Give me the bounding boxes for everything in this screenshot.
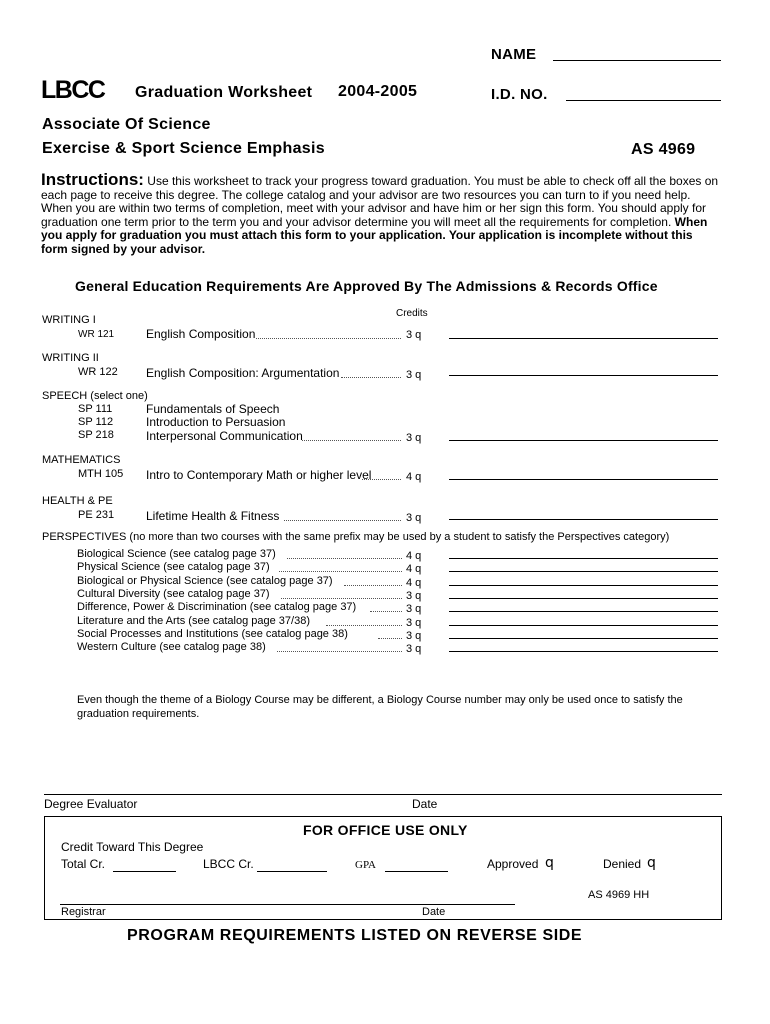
perspective-item-title: Social Processes and Institutions (see catalog page 38) [77, 627, 348, 640]
registrar-label: Registrar [61, 906, 106, 918]
perspective-item-credits[interactable]: 3 q [406, 589, 422, 602]
leader-dots [344, 585, 402, 586]
math-category: MATHEMATICS [42, 454, 121, 466]
academic-year: 2004-2005 [338, 83, 418, 100]
perspective-item-title: Biological or Physical Science (see catalog page 37) [77, 574, 333, 587]
gpa-field[interactable] [385, 871, 448, 872]
school-logo: LBCC [41, 76, 105, 104]
perspective-completion-line[interactable] [449, 638, 718, 639]
speech-code-3: SP 218 [78, 429, 114, 441]
leader-dots [370, 611, 402, 612]
gpa-label: GPA [355, 859, 376, 871]
id-number-label: I.D. NO. [491, 86, 548, 103]
perspective-item-title: Physical Science (see catalog page 37) [77, 561, 270, 574]
perspective-item-title: Cultural Diversity (see catalog page 37) [77, 587, 270, 600]
writing2-course-code: WR 122 [78, 366, 118, 378]
speech-completion-line[interactable] [449, 440, 718, 441]
health-category: HEALTH & PE [42, 495, 113, 507]
writing1-course-code: WR 121 [78, 329, 115, 340]
perspective-item-title: Biological Science (see catalog page 37) [77, 548, 276, 560]
writing2-credits[interactable]: 3 q [406, 369, 422, 381]
instructions-text: Use this worksheet to track your progress toward graduation. You must be able to check off all the boxes on each page to receive this degree. The college catalog and your advisor are two resources you can turn to if you need help. When you are within two terms of completion, meet with your advisor and have him or her sign this form. You should apply for graduation one term prior to the term you and your advisor determine you will meet all the requirements for completion. [41, 174, 719, 229]
perspective-item-credits[interactable]: 3 q [406, 616, 422, 629]
perspective-completion-line[interactable] [449, 651, 718, 652]
leader-dots [284, 520, 401, 521]
math-course-title: Intro to Contemporary Math or higher level [146, 468, 372, 482]
leader-dots [287, 558, 402, 559]
health-course-title: Lifetime Health & Fitness [146, 509, 280, 523]
emphasis-title: Exercise & Sport Science Emphasis [42, 140, 325, 157]
form-code: AS 4969 HH [588, 889, 650, 901]
writing1-category: WRITING I [42, 314, 96, 326]
speech-title-2: Introduction to Persuasion [146, 415, 286, 429]
lbcc-credits-label: LBCC Cr. [203, 857, 254, 871]
leader-dots [281, 598, 402, 599]
perspective-item-credits[interactable]: 4 q [406, 550, 422, 562]
leader-dots [277, 651, 402, 652]
writing1-completion-line[interactable] [449, 338, 718, 339]
perspective-completion-line[interactable] [449, 585, 718, 586]
leader-dots [326, 625, 402, 626]
writing2-category: WRITING II [42, 352, 99, 364]
leader-dots [378, 638, 402, 639]
leader-dots [256, 338, 401, 339]
gen-ed-heading: General Education Requirements Are Approved By The Admissions & Records Office [75, 278, 658, 294]
credit-toward-label: Credit Toward This Degree [61, 840, 204, 854]
name-label: NAME [491, 46, 537, 63]
approved-checkbox[interactable]: q [545, 855, 554, 871]
speech-title-1: Fundamentals of Speech [146, 402, 280, 416]
perspective-item-credits[interactable]: 3 q [406, 629, 422, 642]
math-course-code: MTH 105 [78, 468, 124, 480]
perspective-completion-line[interactable] [449, 558, 718, 559]
perspective-completion-line[interactable] [449, 611, 718, 612]
speech-credits[interactable]: 3 q [406, 432, 422, 444]
perspective-item-credits[interactable]: 3 q [406, 643, 422, 656]
lbcc-credits-field[interactable] [257, 871, 327, 872]
speech-title-3: Interpersonal Communication [146, 429, 303, 443]
worksheet-title: Graduation Worksheet [135, 84, 313, 101]
writing2-course-title: English Composition: Argumentation [146, 366, 340, 380]
reverse-side-notice: PROGRAM REQUIREMENTS LISTED ON REVERSE SIDE [127, 927, 583, 944]
leader-dots [302, 440, 401, 441]
program-code: AS 4969 [631, 141, 696, 158]
degree-title: Associate Of Science [42, 116, 211, 133]
registrar-signature-line[interactable] [60, 904, 515, 905]
perspectives-category: PERSPECTIVES (no more than two courses with the same prefix may be used by a student to satisfy the Perspectives category) [42, 531, 670, 543]
name-field[interactable] [553, 60, 721, 61]
total-credits-field[interactable] [113, 871, 176, 872]
id-number-field[interactable] [566, 100, 721, 101]
health-credits[interactable]: 3 q [406, 512, 422, 524]
denied-label: Denied [603, 857, 642, 871]
writing1-credits[interactable]: 3 q [406, 329, 422, 341]
instructions-heading: Instructions: [41, 170, 144, 189]
perspective-completion-line[interactable] [449, 571, 718, 572]
denied-checkbox[interactable]: q [647, 855, 656, 871]
perspective-item-title: Difference, Power & Discrimination (see catalog page 37) [77, 601, 357, 614]
math-completion-line[interactable] [449, 479, 718, 480]
speech-category: SPEECH (select one) [42, 390, 148, 402]
writing2-completion-line[interactable] [449, 375, 718, 376]
evaluator-signature-line[interactable] [44, 794, 722, 795]
evaluator-date-label: Date [412, 797, 438, 811]
leader-dots [279, 571, 402, 572]
speech-code-1: SP 111 [78, 403, 113, 415]
total-credits-label: Total Cr. [61, 857, 106, 871]
approved-label: Approved [487, 857, 539, 871]
math-credits[interactable]: 4 q [406, 471, 422, 483]
office-use-heading: FOR OFFICE USE ONLY [303, 822, 468, 838]
speech-code-2: SP 112 [78, 416, 114, 428]
leader-dots [362, 479, 401, 480]
perspective-item-credits[interactable]: 4 q [406, 576, 422, 589]
instructions-block [41, 170, 721, 257]
perspective-item-title: Literature and the Arts (see catalog page 37/38) [77, 614, 310, 627]
perspective-completion-line[interactable] [449, 625, 718, 626]
credits-header: Credits [396, 308, 428, 319]
instructions-bold-text: When you apply for graduation you must attach this form to your application. Your application is incomplete without this form signed by your advisor. [41, 214, 708, 256]
leader-dots [341, 377, 401, 378]
registrar-date-label: Date [422, 906, 446, 918]
health-course-code: PE 231 [78, 509, 115, 521]
biology-note: Even though the theme of a Biology Course may be different, a Biology Course number may only be used once to satisfy the graduation requirements. [77, 694, 683, 720]
perspective-item-credits[interactable]: 4 q [406, 563, 422, 576]
evaluator-label: Degree Evaluator [44, 797, 138, 811]
perspective-item-title: Western Culture (see catalog page 38) [77, 641, 266, 654]
perspective-completion-line[interactable] [449, 598, 718, 599]
perspective-item-credits[interactable]: 3 q [406, 603, 422, 616]
health-completion-line[interactable] [449, 519, 718, 520]
writing1-course-title: English Composition [146, 327, 256, 341]
